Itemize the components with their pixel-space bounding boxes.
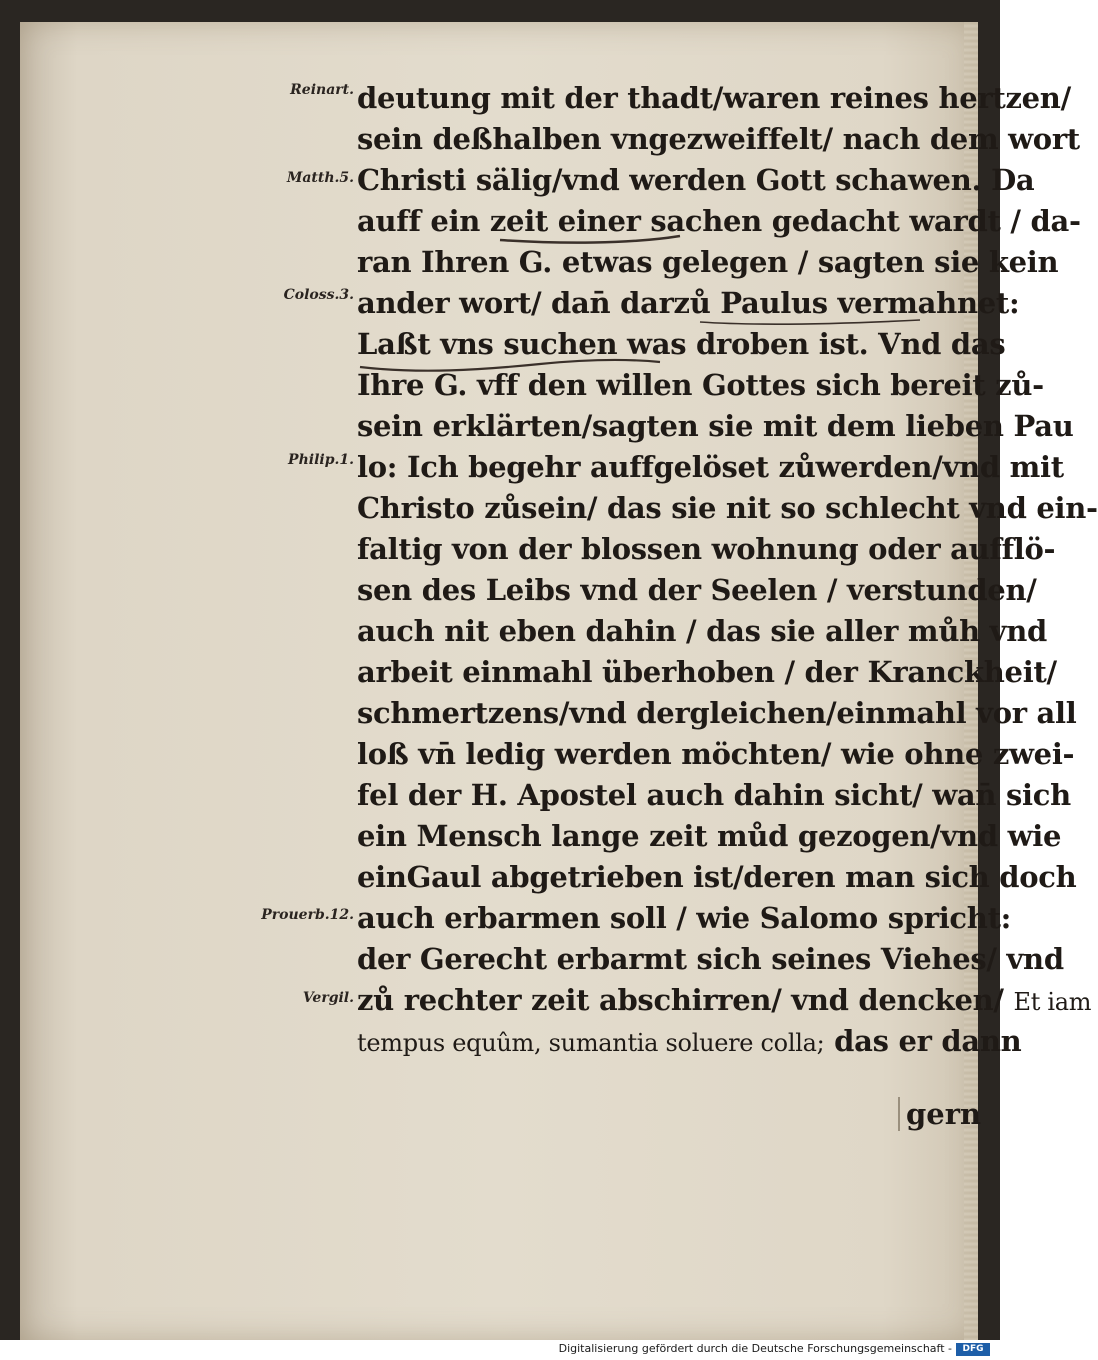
margin-note-matth: Matth.5. <box>286 170 354 186</box>
latin-segment: Et iam <box>1013 988 1092 1016</box>
margin-note-reinhart: Reinart. <box>290 82 354 98</box>
text-line: einGaul abgetrieben ist/deren man sich doch <box>357 860 1077 894</box>
latin-segment: tempus equûm, sumantia soluere colla; <box>357 1029 825 1057</box>
text-line: faltig von der blossen wohnung oder aufflö- <box>357 532 1056 566</box>
text-line: sein deßhalben vngezweiffelt/ nach dem wort <box>357 122 1080 156</box>
text-line: Ihre G. vff den willen Gottes sich bereit zů- <box>357 368 1044 402</box>
fraktur-segment: das er dann <box>834 1024 1022 1058</box>
text-line: auch nit eben dahin / das sie aller můh vnd <box>357 614 1047 648</box>
text-line: lo: Ich begehr auffgelöset zůwerden/vnd mit <box>357 450 1064 484</box>
book-page <box>20 22 1098 1340</box>
text-line: ran Ihren G. etwas gelegen / sagten sie kein <box>357 245 1059 279</box>
text-line: Christo zůsein/ das sie nit so schlecht vnd ein- <box>357 491 1098 525</box>
margin-note-philip: Philip.1. <box>288 452 354 468</box>
text-line: ein Mensch lange zeit můd gezogen/vnd wie <box>357 819 1062 853</box>
dfg-logo: DFG <box>956 1343 990 1356</box>
text-line-mixed <box>357 1021 1022 1063</box>
digitization-credit: Digitalisierung gefördert durch die Deutsche Forschungsgemeinschaft - <box>558 1342 952 1355</box>
text-line: sein erklärten/sagten sie mit dem lieben Pau <box>357 409 1074 443</box>
text-line: Christi sälig/vnd werden Gott schawen. Da <box>357 163 1035 197</box>
text-line-mixed <box>357 980 1092 1022</box>
text-line: auff ein zeit einer sachen gedacht wardt / da- <box>357 204 1081 238</box>
text-line: deutung mit der thadt/waren reines hertzen/ <box>357 81 1071 115</box>
text-line: schmertzens/vnd dergleichen/einmahl vor all <box>357 696 1077 730</box>
fraktur-segment: zů rechter zeit abschirren/ vnd dencken/ <box>357 983 1004 1017</box>
text-line: arbeit einmahl überhoben / der Kranckheit/ <box>357 655 1057 689</box>
text-line: auch erbarmen soll / wie Salomo spricht: <box>357 901 1012 935</box>
footer-credit-bar <box>0 1340 1000 1360</box>
text-line: loß vn̄ ledig werden möchten/ wie ohne zwei- <box>357 737 1075 771</box>
text-line: fel der H. Apostel auch dahin sicht/ wan̄ sich <box>357 778 1071 812</box>
text-line: Laßt vns suchen was droben ist. Vnd das <box>357 327 1006 361</box>
margin-note-vergil: Vergil. <box>302 990 354 1006</box>
text-line: ander wort/ dan̄ darzů Paulus vermahnet: <box>357 286 1020 320</box>
text-line: sen des Leibs vnd der Seelen / verstunden/ <box>357 573 1037 607</box>
catchword: gern <box>898 1097 981 1131</box>
text-line: der Gerecht erbarmt sich seines Viehes/ vnd <box>357 942 1064 976</box>
margin-note-prouerb: Prouerb.12. <box>261 907 354 923</box>
margin-note-coloss: Coloss.3. <box>283 287 354 303</box>
